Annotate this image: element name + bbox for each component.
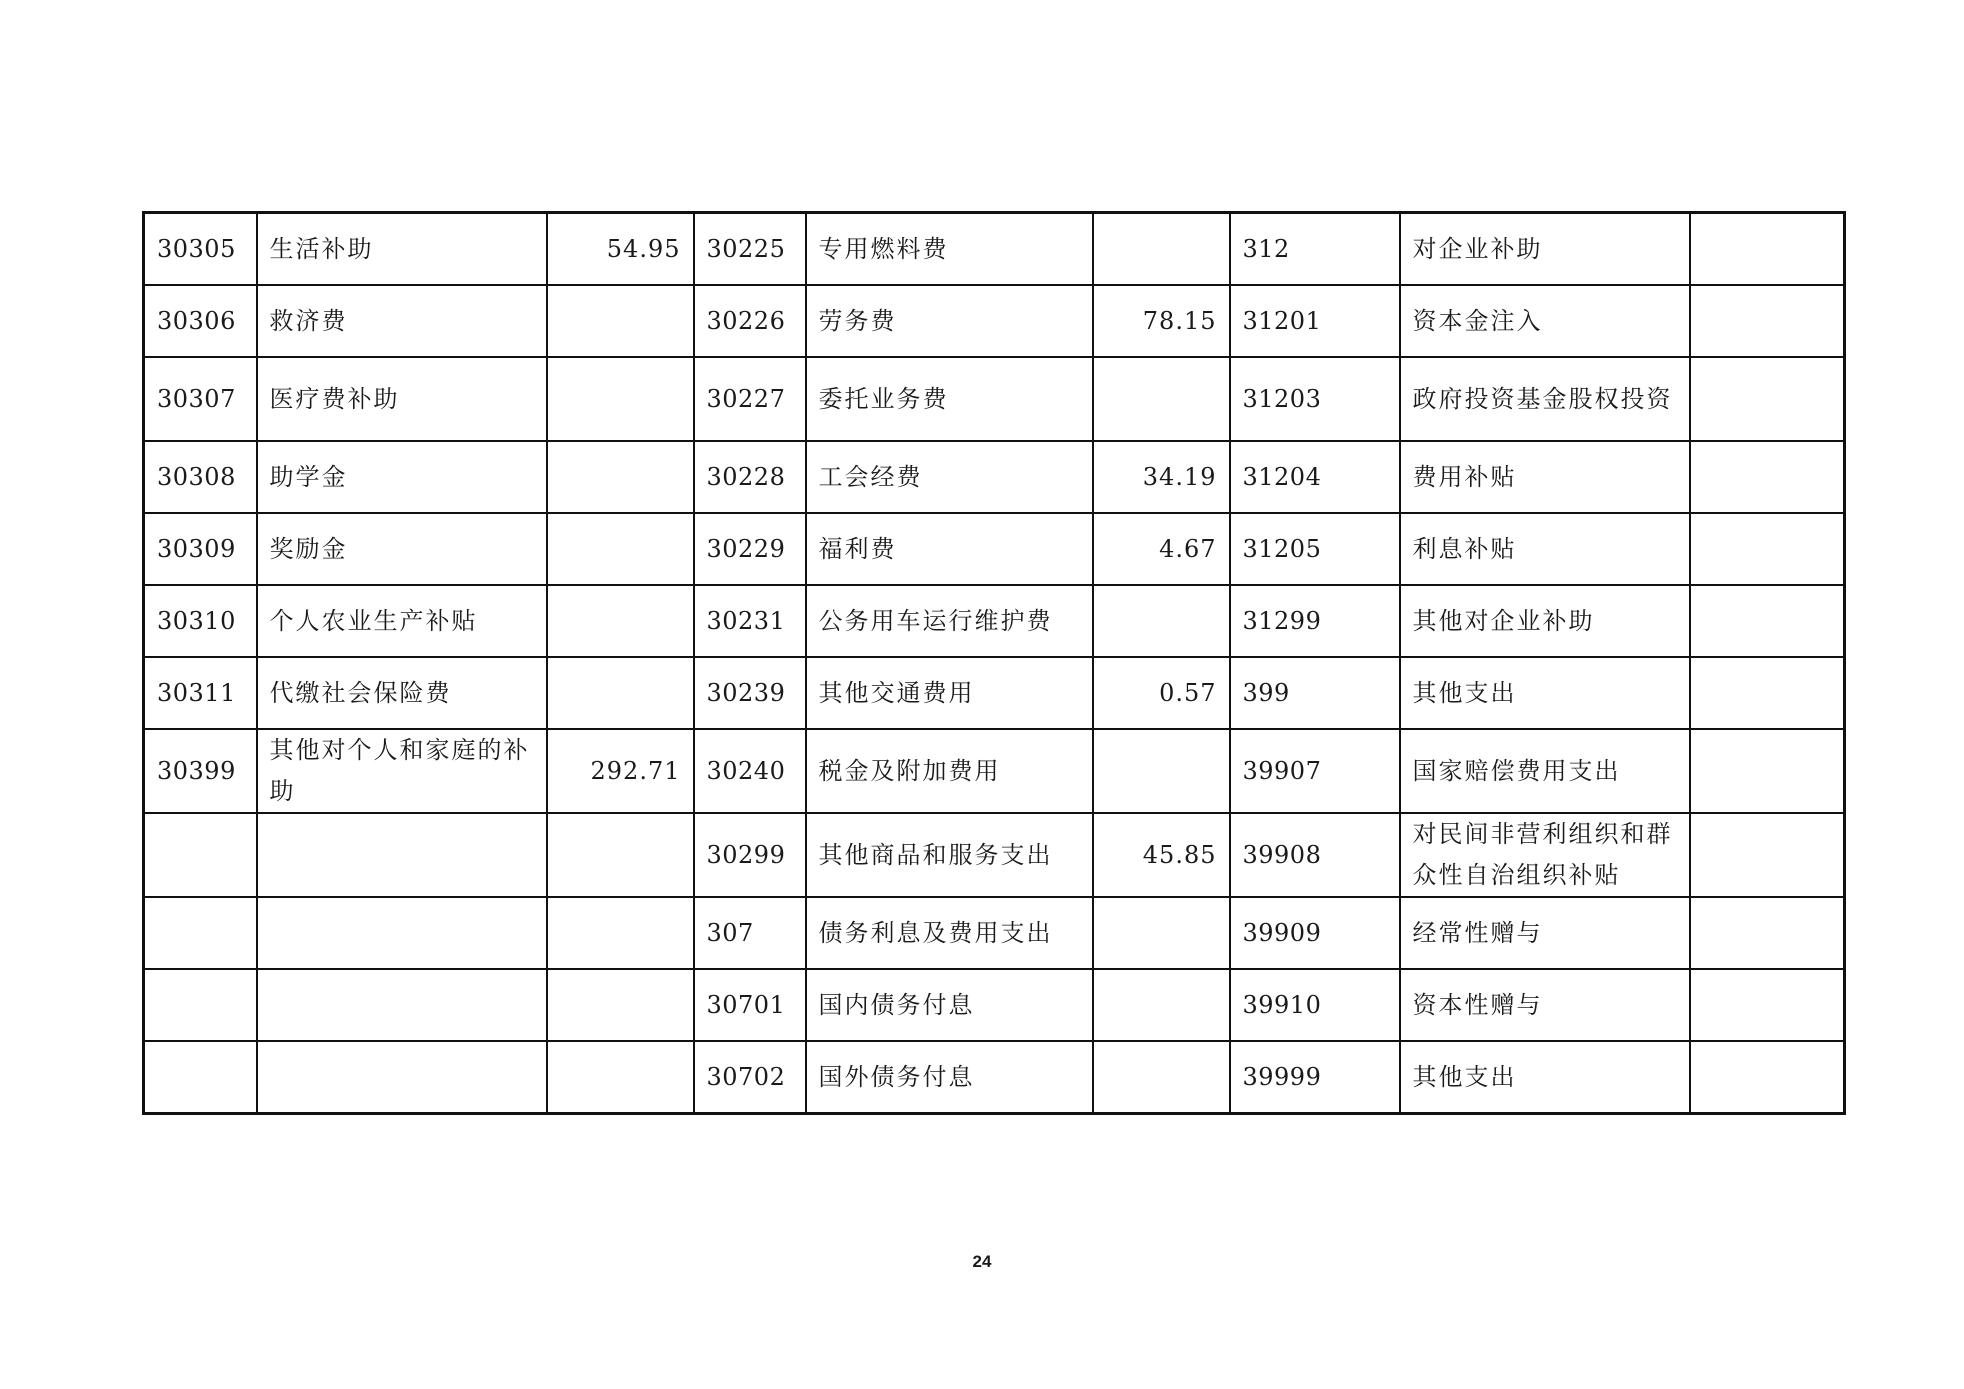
code-cell-group2: 30226 (694, 285, 806, 357)
table-row (144, 513, 1845, 585)
amount-cell-group3 (1690, 213, 1845, 286)
code-cell-group2: 307 (694, 897, 806, 969)
name-cell-group3: 对民间非营利组织和群众性自治组织补贴 (1400, 813, 1690, 897)
table-row (144, 357, 1845, 441)
code-cell-group1 (144, 1041, 257, 1114)
amount-cell-group1 (547, 813, 694, 897)
name-cell-group3: 其他支出 (1400, 1041, 1690, 1114)
name-cell-group3: 国家赔偿费用支出 (1400, 729, 1690, 813)
table-body (144, 213, 1845, 1114)
amount-cell-group1: 54.95 (547, 213, 694, 286)
amount-cell-group2 (1093, 897, 1230, 969)
amount-cell-group1 (547, 969, 694, 1041)
name-cell-group3: 政府投资基金股权投资 (1400, 357, 1690, 441)
amount-cell-group2 (1093, 1041, 1230, 1114)
code-cell-group1: 30309 (144, 513, 257, 585)
name-cell-group1 (257, 897, 547, 969)
table-row (144, 729, 1845, 813)
code-cell-group3: 31205 (1230, 513, 1400, 585)
table-row (144, 1041, 1845, 1114)
name-cell-group2: 公务用车运行维护费 (806, 585, 1093, 657)
code-cell-group3: 31204 (1230, 441, 1400, 513)
amount-cell-group3 (1690, 357, 1845, 441)
name-cell-group3: 经常性赠与 (1400, 897, 1690, 969)
amount-cell-group3 (1690, 657, 1845, 729)
name-cell-group1: 代缴社会保险费 (257, 657, 547, 729)
code-cell-group1 (144, 897, 257, 969)
code-cell-group3: 39907 (1230, 729, 1400, 813)
table-row (144, 585, 1845, 657)
code-cell-group2: 30229 (694, 513, 806, 585)
amount-cell-group2 (1093, 969, 1230, 1041)
name-cell-group3: 其他支出 (1400, 657, 1690, 729)
name-cell-group1 (257, 1041, 547, 1114)
code-cell-group3: 399 (1230, 657, 1400, 729)
amount-cell-group2 (1093, 213, 1230, 286)
code-cell-group3: 312 (1230, 213, 1400, 286)
table-row (144, 213, 1845, 286)
amount-cell-group1 (547, 585, 694, 657)
amount-cell-group2 (1093, 585, 1230, 657)
amount-cell-group3 (1690, 1041, 1845, 1114)
amount-cell-group3 (1690, 813, 1845, 897)
code-cell-group2: 30227 (694, 357, 806, 441)
amount-cell-group3 (1690, 585, 1845, 657)
amount-cell-group3 (1690, 513, 1845, 585)
code-cell-group1 (144, 813, 257, 897)
name-cell-group2: 国内债务付息 (806, 969, 1093, 1041)
table-row (144, 285, 1845, 357)
name-cell-group1: 个人农业生产补贴 (257, 585, 547, 657)
amount-cell-group2 (1093, 729, 1230, 813)
name-cell-group2: 其他交通费用 (806, 657, 1093, 729)
amount-cell-group1 (547, 441, 694, 513)
table-row (144, 969, 1845, 1041)
name-cell-group3: 资本性赠与 (1400, 969, 1690, 1041)
code-cell-group1: 30311 (144, 657, 257, 729)
amount-cell-group3 (1690, 285, 1845, 357)
name-cell-group2: 委托业务费 (806, 357, 1093, 441)
amount-cell-group2: 0.57 (1093, 657, 1230, 729)
code-cell-group1: 30307 (144, 357, 257, 441)
code-cell-group3: 31299 (1230, 585, 1400, 657)
name-cell-group3: 资本金注入 (1400, 285, 1690, 357)
amount-cell-group2: 4.67 (1093, 513, 1230, 585)
amount-cell-group1 (547, 357, 694, 441)
expenditure-classification-table (142, 211, 1846, 1115)
name-cell-group3: 对企业补助 (1400, 213, 1690, 286)
amount-cell-group2 (1093, 357, 1230, 441)
name-cell-group3: 费用补贴 (1400, 441, 1690, 513)
name-cell-group2: 国外债务付息 (806, 1041, 1093, 1114)
name-cell-group1: 救济费 (257, 285, 547, 357)
amount-cell-group3 (1690, 729, 1845, 813)
amount-cell-group3 (1690, 897, 1845, 969)
name-cell-group1: 其他对个人和家庭的补助 (257, 729, 547, 813)
code-cell-group3: 39910 (1230, 969, 1400, 1041)
amount-cell-group2: 45.85 (1093, 813, 1230, 897)
code-cell-group2: 30239 (694, 657, 806, 729)
name-cell-group3: 其他对企业补助 (1400, 585, 1690, 657)
code-cell-group3: 39908 (1230, 813, 1400, 897)
amount-cell-group2: 34.19 (1093, 441, 1230, 513)
name-cell-group2: 其他商品和服务支出 (806, 813, 1093, 897)
name-cell-group2: 福利费 (806, 513, 1093, 585)
name-cell-group2: 税金及附加费用 (806, 729, 1093, 813)
name-cell-group3: 利息补贴 (1400, 513, 1690, 585)
code-cell-group3: 31201 (1230, 285, 1400, 357)
name-cell-group1: 医疗费补助 (257, 357, 547, 441)
table-row (144, 897, 1845, 969)
amount-cell-group1: 292.71 (547, 729, 694, 813)
code-cell-group1 (144, 969, 257, 1041)
amount-cell-group3 (1690, 969, 1845, 1041)
name-cell-group2: 专用燃料费 (806, 213, 1093, 286)
table-row (144, 657, 1845, 729)
code-cell-group1: 30305 (144, 213, 257, 286)
name-cell-group2: 劳务费 (806, 285, 1093, 357)
code-cell-group3: 39999 (1230, 1041, 1400, 1114)
code-cell-group1: 30308 (144, 441, 257, 513)
name-cell-group1 (257, 813, 547, 897)
name-cell-group2: 工会经费 (806, 441, 1093, 513)
amount-cell-group1 (547, 513, 694, 585)
code-cell-group2: 30240 (694, 729, 806, 813)
name-cell-group1 (257, 969, 547, 1041)
code-cell-group2: 30702 (694, 1041, 806, 1114)
page-number: 24 (972, 1252, 992, 1271)
amount-cell-group1 (547, 657, 694, 729)
name-cell-group1: 奖励金 (257, 513, 547, 585)
code-cell-group2: 30225 (694, 213, 806, 286)
name-cell-group1: 助学金 (257, 441, 547, 513)
code-cell-group3: 39909 (1230, 897, 1400, 969)
code-cell-group3: 31203 (1230, 357, 1400, 441)
code-cell-group2: 30701 (694, 969, 806, 1041)
code-cell-group1: 30310 (144, 585, 257, 657)
name-cell-group1: 生活补助 (257, 213, 547, 286)
code-cell-group1: 30306 (144, 285, 257, 357)
code-cell-group1: 30399 (144, 729, 257, 813)
table-row (144, 441, 1845, 513)
amount-cell-group1 (547, 1041, 694, 1114)
table-row (144, 813, 1845, 897)
code-cell-group2: 30231 (694, 585, 806, 657)
amount-cell-group2: 78.15 (1093, 285, 1230, 357)
code-cell-group2: 30228 (694, 441, 806, 513)
amount-cell-group1 (547, 897, 694, 969)
code-cell-group2: 30299 (694, 813, 806, 897)
amount-cell-group3 (1690, 441, 1845, 513)
name-cell-group2: 债务利息及费用支出 (806, 897, 1093, 969)
amount-cell-group1 (547, 285, 694, 357)
